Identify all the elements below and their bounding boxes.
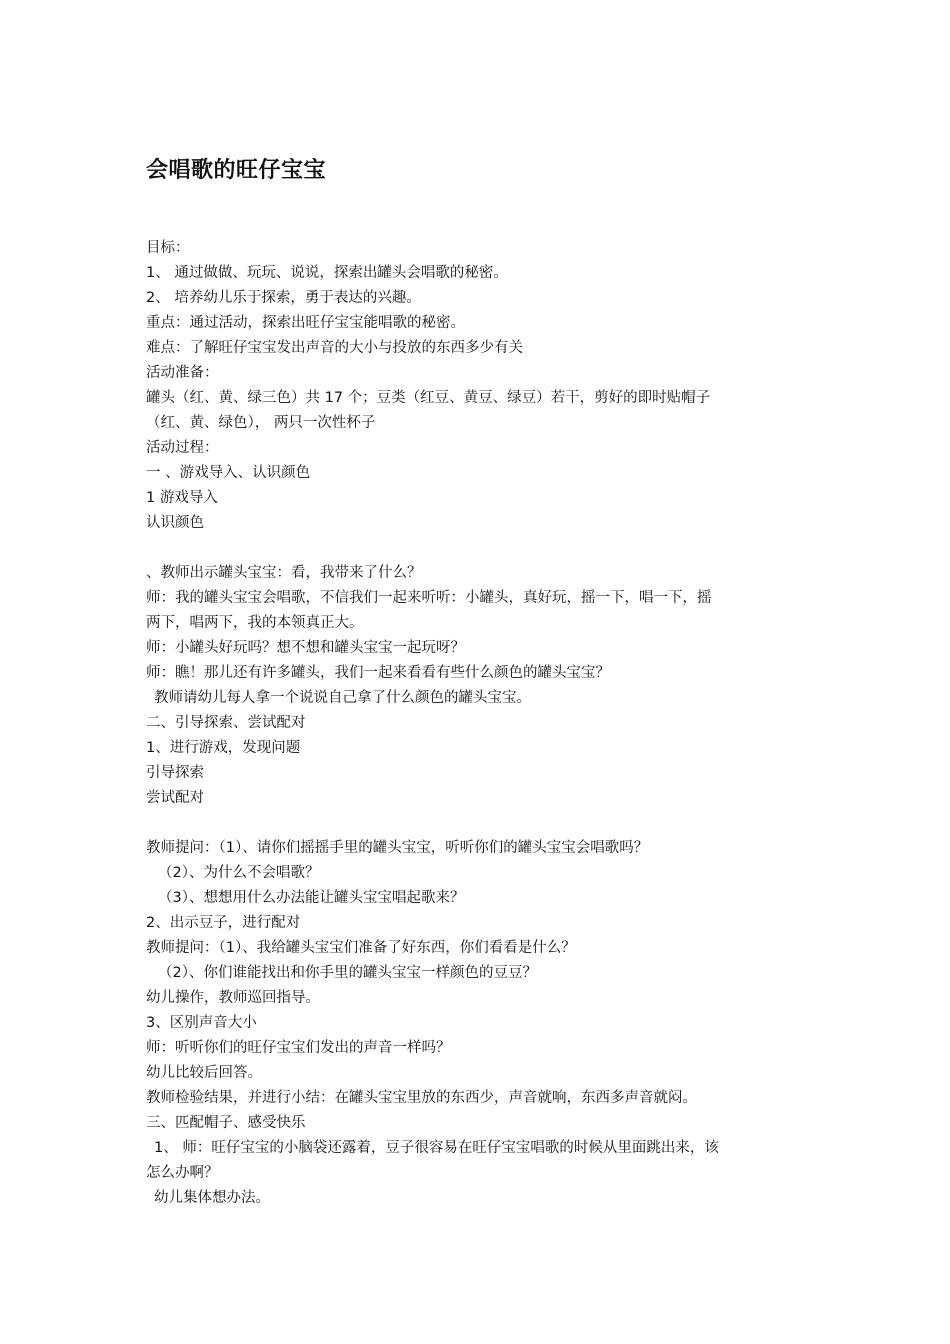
blank-line [146, 811, 814, 836]
paragraph-line: 师：我的罐头宝宝会唱歌，不信我们一起来听听：小罐头，真好玩，摇一下，唱一下，摇 [146, 590, 712, 606]
document-title: 会唱歌的旺仔宝宝 [146, 158, 327, 183]
section-heading-process: 活动过程： [146, 440, 219, 456]
difficult-point: 难点：了解旺仔宝宝发出声音的大小与投放的东西多少有关 [146, 340, 523, 356]
key-point: 重点：通过活动，探索出旺仔宝宝能唱歌的秘密。 [146, 315, 465, 331]
paragraph-line: 师：小罐头好玩吗？想不想和罐头宝宝一起玩呀？ [146, 640, 465, 656]
section-heading-goals: 目标： [146, 240, 190, 256]
step-heading-1: 一 、游戏导入、认识颜色 [146, 465, 311, 481]
goal-item-1: 1、 通过做做、玩玩、说说，探索出罐头会唱歌的秘密。 [146, 265, 508, 281]
paragraph-line: 师：听听你们的旺仔宝宝们发出的声音一样吗？ [146, 1040, 451, 1056]
preparation-text-line-1: 罐头（红、黄、绿三色）共 17 个；豆类（红豆、黄豆、绿豆）若干，剪好的即时贴帽子 [146, 390, 711, 406]
paragraph-line: 教师提问：（1）、请你们摇摇手里的罐头宝宝，听听你们的罐头宝宝会唱歌吗？ [146, 840, 649, 856]
substep-know-colors: 认识颜色 [146, 515, 204, 531]
substep-try-match: 尝试配对 [146, 790, 204, 806]
paragraph-line: 幼儿操作，教师巡回指导。 [146, 990, 320, 1006]
step-heading-3: 三、匹配帽子、感受快乐 [146, 1115, 306, 1131]
substep-play-game: 1、进行游戏，发现问题 [146, 740, 301, 756]
paragraph-line: 教师请幼儿每人拿一个说说自己拿了什么颜色的罐头宝宝。 [154, 690, 531, 706]
substep-guide-explore: 引导探索 [146, 765, 204, 781]
paragraph-line: 怎么办啊？ [146, 1165, 219, 1181]
paragraph-line: （2）、你们谁能找出和你手里的罐头宝宝一样颜色的豆豆？ [158, 965, 537, 981]
paragraph-line: 两下，唱两下，我的本领真正大。 [146, 615, 364, 631]
paragraph-line: 幼儿集体想办法。 [154, 1190, 270, 1206]
section-heading-preparation: 活动准备： [146, 365, 219, 381]
substep-show-beans: 2、出示豆子，进行配对 [146, 915, 301, 931]
step-heading-2: 二、引导探索、尝试配对 [146, 715, 306, 731]
paragraph-line: 教师检验结果，并进行小结：在罐头宝宝里放的东西少，声音就响，东西多声音就闷。 [146, 1090, 697, 1106]
paragraph-line: 幼儿比较后回答。 [146, 1065, 262, 1081]
paragraph-line: （3）、想想用什么办法能让罐头宝宝唱起歌来？ [158, 890, 465, 906]
paragraph-line: （2）、为什么不会唱歌？ [158, 865, 320, 881]
document-body [146, 236, 814, 1211]
blank-line [146, 536, 814, 561]
goal-item-2: 2、 培养幼儿乐于探索，勇于表达的兴趣。 [146, 290, 421, 306]
substep-game-intro: 1 游戏导入 [146, 490, 218, 506]
paragraph-line: 教师提问：（1）、我给罐头宝宝们准备了好东西，你们看看是什么？ [146, 940, 576, 956]
paragraph-line: 1、 师：旺仔宝宝的小脑袋还露着，豆子很容易在旺仔宝宝唱歌的时候从里面跳出来，该 [154, 1140, 719, 1156]
preparation-text-line-2: （红、黄、绿色）， 两只一次性杯子 [146, 415, 376, 431]
paragraph-line: 师：瞧！那儿还有许多罐头，我们一起来看看有些什么颜色的罐头宝宝？ [146, 665, 610, 681]
paragraph-line: 、教师出示罐头宝宝：看，我带来了什么？ [146, 565, 422, 581]
substep-sound-size: 3、区别声音大小 [146, 1015, 257, 1031]
